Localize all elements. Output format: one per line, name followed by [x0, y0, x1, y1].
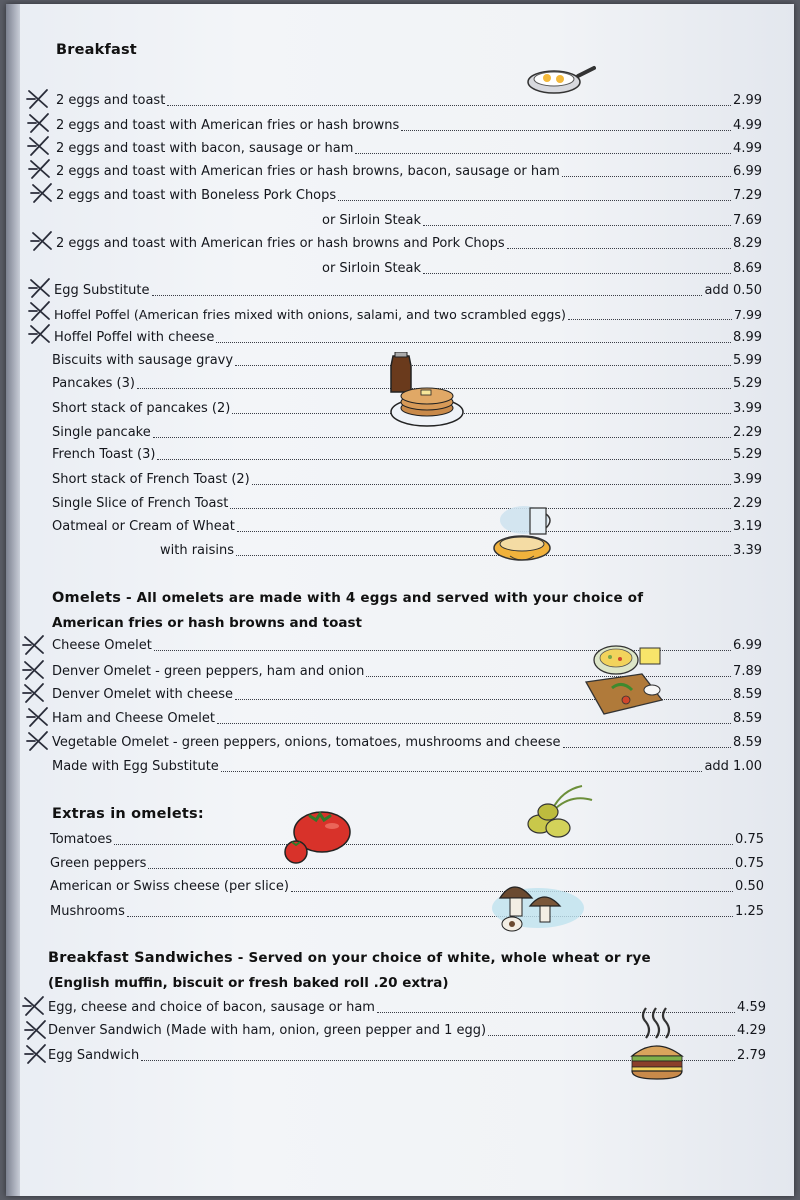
- leader-dots: [232, 413, 731, 414]
- item-name: American or Swiss cheese (per slice): [50, 879, 289, 894]
- item-price: 4.99: [733, 141, 762, 156]
- item-name: Hoffel Poffel (American fries mixed with onions, salami, and two scrambled eggs): [54, 307, 566, 322]
- item-name: Denver Sandwich (Made with ham, onion, green pepper and 1 egg): [48, 1023, 487, 1038]
- menu-item: [52, 446, 762, 464]
- green-peppers-icon: [512, 782, 596, 846]
- handwritten-x-mark-icon: [30, 182, 54, 204]
- menu-item: [50, 831, 764, 849]
- item-name: Denver Omelet with cheese: [52, 687, 234, 702]
- leader-dots: [221, 771, 703, 772]
- sandwiches-subtitle: - Served on your choice of white, whole wheat or rye: [232, 950, 651, 966]
- item-price: 7.89: [733, 664, 762, 679]
- item-name: or Sirloin Steak: [322, 261, 422, 276]
- item-name: 2 eggs and toast with bacon, sausage or ham: [56, 141, 354, 156]
- item-name: Denver Omelet - green peppers, ham and onion: [52, 664, 365, 679]
- extras-heading: Extras in omelets:: [52, 806, 204, 822]
- leader-dots: [127, 916, 733, 917]
- handwritten-x-mark-icon: [24, 1043, 48, 1065]
- leader-dots: [562, 176, 731, 177]
- item-name: Single Slice of French Toast: [52, 496, 229, 511]
- handwritten-x-mark-icon: [22, 995, 46, 1017]
- item-price: 3.39: [733, 543, 762, 558]
- item-name: Tomatoes: [50, 832, 113, 847]
- menu-item: [54, 306, 762, 324]
- menu-item: [56, 117, 762, 135]
- item-price: 7.69: [733, 213, 762, 228]
- menu-item: [56, 187, 762, 205]
- item-price: 7.29: [733, 188, 762, 203]
- item-price: 1.25: [735, 904, 764, 919]
- item-name: Pancakes (3): [52, 376, 135, 391]
- handwritten-x-mark-icon: [24, 1019, 48, 1041]
- menu-item: [52, 758, 762, 776]
- leader-dots: [217, 723, 731, 724]
- item-name: with raisins: [160, 543, 235, 558]
- omelets-heading: [52, 590, 643, 606]
- item-name: Oatmeal or Cream of Wheat: [52, 519, 235, 534]
- menu-item: [322, 260, 762, 278]
- menu-item: [52, 734, 762, 752]
- leader-dots: [153, 437, 731, 438]
- menu-item: [56, 163, 762, 181]
- handwritten-x-mark-icon: [22, 659, 46, 681]
- handwritten-x-mark-icon: [30, 230, 54, 252]
- leader-dots: [563, 747, 731, 748]
- menu-item: [50, 855, 764, 873]
- handwritten-x-mark-icon: [26, 88, 50, 110]
- menu-item: [54, 282, 762, 300]
- menu-item: [160, 542, 762, 560]
- leader-dots: [366, 676, 731, 677]
- handwritten-x-mark-icon: [28, 158, 52, 180]
- item-price: 2.29: [733, 425, 762, 440]
- item-price: add 0.50: [704, 283, 762, 298]
- item-price: 6.99: [733, 638, 762, 653]
- item-name: Mushrooms: [50, 904, 125, 919]
- item-name: 2 eggs and toast with American fries or hash browns, bacon, sausage or ham: [56, 164, 560, 179]
- sandwiches-heading: [48, 950, 651, 966]
- leader-dots: [355, 153, 731, 154]
- menu-item: [52, 471, 762, 489]
- item-name: Made with Egg Substitute: [52, 759, 219, 774]
- item-name: Green peppers: [50, 856, 147, 871]
- omelets-title: Omelets: [52, 590, 122, 606]
- handwritten-x-mark-icon: [22, 682, 46, 704]
- item-price: 6.99: [733, 164, 762, 179]
- menu-item: [50, 903, 764, 921]
- handwritten-x-mark-icon: [28, 323, 52, 345]
- handwritten-x-mark-icon: [22, 634, 46, 656]
- leader-dots: [148, 868, 733, 869]
- leader-dots: [423, 225, 731, 226]
- leader-dots: [568, 319, 732, 320]
- item-price: 5.99: [733, 353, 762, 368]
- item-price: add 1.00: [704, 759, 762, 774]
- leader-dots: [235, 365, 731, 366]
- hot-sandwich-icon: [626, 1004, 688, 1084]
- menu-item: [56, 235, 762, 253]
- oatmeal-bowl-icon: [488, 500, 560, 566]
- leader-dots: [157, 459, 731, 460]
- item-name: Egg, cheese and choice of bacon, sausage or ham: [48, 1000, 375, 1015]
- item-price: 0.75: [735, 832, 764, 847]
- item-name: Short stack of French Toast (2): [52, 472, 250, 487]
- leader-dots: [423, 273, 731, 274]
- item-price: 8.99: [733, 330, 762, 345]
- item-price: 0.75: [735, 856, 764, 871]
- leader-dots: [252, 484, 731, 485]
- item-name: Egg Substitute: [54, 283, 150, 298]
- item-price: 2.79: [737, 1048, 766, 1063]
- item-name: Short stack of pancakes (2): [52, 401, 231, 416]
- item-price: 8.59: [733, 735, 762, 750]
- mushrooms-icon: [490, 876, 586, 936]
- item-price: 8.59: [733, 687, 762, 702]
- item-price: 7.99: [733, 307, 762, 322]
- leader-dots: [338, 200, 731, 201]
- menu-item: [54, 329, 762, 347]
- fried-egg-skillet-icon: [520, 62, 596, 98]
- item-name: 2 eggs and toast with American fries or hash browns: [56, 118, 400, 133]
- item-price: 0.50: [735, 879, 764, 894]
- handwritten-x-mark-icon: [26, 730, 50, 752]
- item-name: Vegetable Omelet - green peppers, onions, tomatoes, mushrooms and cheese: [52, 735, 561, 750]
- item-price: 8.69: [733, 261, 762, 276]
- omelet-board-icon: [582, 638, 666, 718]
- menu-item: [50, 878, 764, 896]
- tomato-icon: [280, 806, 354, 864]
- sandwiches-subtitle-line2: (English muffin, biscuit or fresh baked roll .20 extra): [48, 975, 449, 991]
- item-price: 3.19: [733, 519, 762, 534]
- omelets-subtitle: - All omelets are made with 4 eggs and served with your choice of: [121, 590, 644, 606]
- leader-dots: [237, 531, 731, 532]
- pancakes-syrup-icon: [385, 352, 465, 430]
- item-name: Single pancake: [52, 425, 151, 440]
- menu-item: [56, 92, 762, 110]
- item-price: 4.99: [733, 118, 762, 133]
- menu-item: [322, 212, 762, 230]
- item-price: 3.99: [733, 401, 762, 416]
- item-price: 2.29: [733, 496, 762, 511]
- item-name: Egg Sandwich: [48, 1048, 140, 1063]
- item-price: 5.29: [733, 376, 762, 391]
- item-price: 4.29: [737, 1023, 766, 1038]
- item-name: or Sirloin Steak: [322, 213, 422, 228]
- leader-dots: [152, 295, 703, 296]
- menu-item: [52, 518, 762, 536]
- item-name: 2 eggs and toast with Boneless Pork Chops: [56, 188, 337, 203]
- leader-dots: [401, 130, 731, 131]
- handwritten-x-mark-icon: [26, 706, 50, 728]
- leader-dots: [230, 508, 731, 509]
- sandwiches-title: Breakfast Sandwiches: [48, 950, 233, 966]
- breakfast-heading: Breakfast: [56, 42, 137, 58]
- item-name: French Toast (3): [52, 447, 156, 462]
- item-name: 2 eggs and toast: [56, 93, 166, 108]
- leader-dots: [167, 105, 731, 106]
- item-price: 4.59: [737, 1000, 766, 1015]
- omelets-subtitle-line2: American fries or hash browns and toast: [52, 615, 362, 631]
- handwritten-x-mark-icon: [28, 277, 52, 299]
- handwritten-x-mark-icon: [28, 300, 52, 322]
- item-price: 3.99: [733, 472, 762, 487]
- item-name: Hoffel Poffel with cheese: [54, 330, 215, 345]
- item-price: 2.99: [733, 93, 762, 108]
- item-price: 8.59: [733, 711, 762, 726]
- item-name: Biscuits with sausage gravy: [52, 353, 234, 368]
- menu-item: [56, 140, 762, 158]
- item-name: Cheese Omelet: [52, 638, 152, 653]
- item-price: 8.29: [733, 236, 762, 251]
- item-name: 2 eggs and toast with American fries or hash browns and Pork Chops: [56, 236, 505, 251]
- leader-dots: [488, 1035, 735, 1036]
- item-price: 5.29: [733, 447, 762, 462]
- handwritten-x-mark-icon: [27, 135, 51, 157]
- leader-dots: [114, 844, 733, 845]
- leader-dots: [216, 342, 731, 343]
- leader-dots: [236, 555, 731, 556]
- handwritten-x-mark-icon: [27, 112, 51, 134]
- item-name: Ham and Cheese Omelet: [52, 711, 215, 726]
- menu-item: [52, 495, 762, 513]
- leader-dots: [507, 248, 731, 249]
